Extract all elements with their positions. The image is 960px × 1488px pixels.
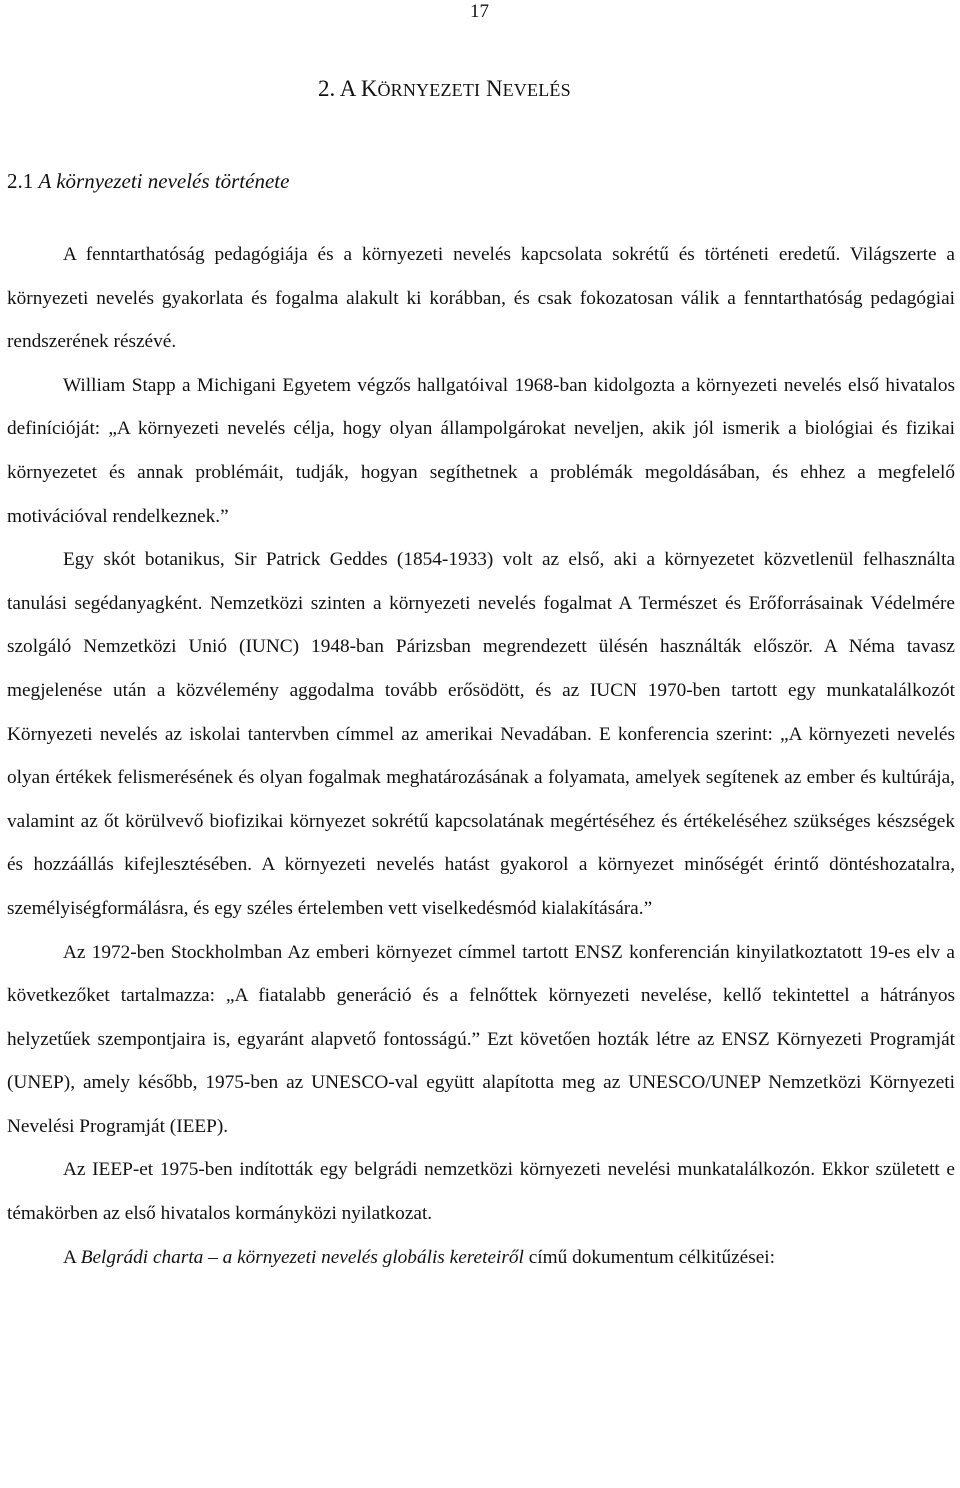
belgrade-prefix: A: [63, 1246, 81, 1268]
body-text: [7, 233, 955, 1279]
paragraph-geddes-iucn: Egy skót botanikus, Sir Patrick Geddes (1854-1933) volt az első, aki a környezetet közvetlenül felhasználta tanulási segédanyagként. Nemzetközi szinten a környezeti nevelés fogalmat A Természet és Erőforrásainak Védelmére szolgáló Nemzetközi Unió (IUNC) 1948-ban Párizsban megrendezett ülésén használták először. A Néma tavasz megjelenése után a közvélemény aggodalma tovább erősödött, és az IUCN 1970-ben tartott egy munkatalálkozót Környezeti nevelés az iskolai tantervben címmel az amerikai Nevadában. E konferencia szerint: „A környezeti nevelés olyan értékek felismerésének és olyan fogalmak meghatározásának a folyamata, amelyek segítenek az ember és kultúrája, valamint az őt körülvevő biofizikai környezet sokrétű kapcsolatának megértéséhez és értékeléséhez szükséges készségek és hozzáállás kifejlesztésében. A környezeti nevelés hatást gyakorol a környezet minőségét érintő döntéshozatalra, személyiségformálásra, és egy széles értelemben vett viselkedésmód kialakítására.”: [7, 549, 955, 919]
chapter-title-text: A KÖRNYEZETI NEVELÉS: [339, 76, 571, 101]
section-number: 2.1: [7, 169, 34, 193]
belgrade-charter-title: Belgrádi charta – a környezeti nevelés globális kereteiről: [80, 1246, 524, 1268]
paragraph-ieep: Az IEEP-et 1975-ben indították egy belgrádi nemzetközi környezeti nevelési munkatalálkozón. Ekkor született e témakörben az első hivatalos kormányközi nyilatkozat.: [7, 1159, 955, 1225]
paragraph-belgrade-charter: [7, 1236, 955, 1280]
section-title: [7, 166, 289, 196]
paragraph-william-stapp: William Stapp a Michigani Egyetem végzős hallgatóival 1968-ban kidolgozta a környezeti nevelés első hivatalos definícióját: „A környezeti nevelés célja, hogy olyan állampolgárokat neveljen, akik jól ismerik a biológiai és fizikai környezetet és annak problémáit, tudják, hogyan segíthetnek a problémák megoldásában, és ehhez a megfelelő motivációval rendelkeznek.”: [7, 374, 955, 527]
paragraph-sustainability-intro: A fenntarthatóság pedagógiája és a környezeti nevelés kapcsolata sokrétű és történeti eredetű. Világszerte a környezeti nevelés gyakorlata és fogalma alakult ki korábban, és csak fokozatosan válik a fenntarthatóság pedagógiai rendszerének részévé.: [7, 244, 955, 353]
belgrade-suffix: című dokumentum célkitűzései:: [523, 1246, 776, 1268]
section-title-text: A környezeti nevelés története: [38, 169, 290, 193]
chapter-number: 2.: [318, 76, 336, 101]
paragraph-stockholm: Az 1972-ben Stockholmban Az emberi környezet címmel tartott ENSZ konferencián kinyilatkoztatott 19-es elv a következőket tartalmazza: „A fiatalabb generáció és a felnőttek környezeti nevelése, kellő tekintettel a hátrányos helyzetűek szempontjaira is, egyaránt alapvető fontosságú.” Ezt követően hozták létre az ENSZ Környezeti Programját (UNEP), amely később, 1975-ben az UNESCO-val együtt alapította meg az UNESCO/UNEP Nemzetközi Környezeti Nevelési Programját (IEEP).: [7, 941, 955, 1137]
page-number: 17: [470, 1, 489, 22]
chapter-title: [318, 73, 571, 106]
